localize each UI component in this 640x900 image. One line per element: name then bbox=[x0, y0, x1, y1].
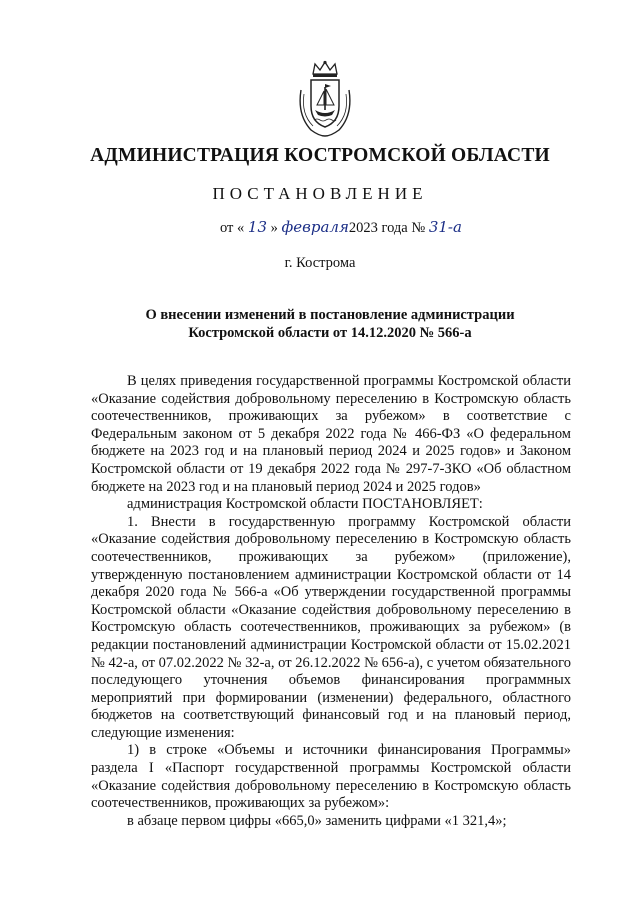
title-line-2: Костромской области от 14.12.2020 № 566-а bbox=[188, 325, 472, 341]
date-prefix: от « bbox=[220, 220, 245, 236]
paragraph-subitem-1: 1) в строке «Объемы и источники финансирования Программы» раздела I «Паспорт государственной программы Костромской области «Оказание содействия добровольному переселению в Костромскую область соотечественников, проживающих за рубежом»: bbox=[91, 742, 571, 812]
date-mid: » bbox=[270, 220, 278, 236]
paragraph-amendment: в абзаце первом цифры «665,0» заменить цифрами «1 321,4»; bbox=[127, 812, 507, 829]
date-month-handwritten: февраля bbox=[281, 218, 349, 236]
date-year: 2023 года № bbox=[348, 220, 426, 236]
document-type: ПОСТАНОВЛЕНИЕ bbox=[212, 184, 428, 203]
organization-name: АДМИНИСТРАЦИЯ КОСТРОМСКОЙ ОБЛАСТИ bbox=[90, 145, 550, 166]
city: г. Кострома bbox=[284, 255, 356, 271]
date-line bbox=[220, 218, 462, 237]
paragraph-item-1: 1. Внести в государственную программу Костромской области «Оказание содействия добровольному переселению в Костромскую область соотечественников, проживающих за рубежом» (приложение), утвержденную постановлением администрации Костромской области от 14 декабря 2020 года № 566-а «Об утверждении государственной программы Костромской области «Оказание содействия добровольному переселению в Костромскую область соотечественников, проживающих за рубежом» (в редакции постановлений администрации Костромской области от 15.02.2021 № 42-а, от 07.02.2022 № 32-а, от 26.12.2022 № 656-а), с учетом обязательного последующего уточнения объемов финансирования программных мероприятий при формировании (изменении) федерального, областного бюджетов на соответствующий финансовый год и на плановый период, следующие изменения: bbox=[91, 513, 571, 741]
paragraph-preamble: В целях приведения государственной программы Костромской области «Оказание содействия добровольному переселению в Костромскую область соотечественников, проживающих за рубежом» в соответствие с Федеральным законом от 5 декабря 2022 года № 466-ФЗ «О федеральном бюджете на 2023 год и на плановый период 2024 и 2025 годов» и Законом Костромской области от 19 декабря 2022 года № 297-7-ЗКО «Об областном бюджете на 2023 год и на плановый период 2024 и 2025 годов» bbox=[91, 373, 571, 495]
paragraph-resolves: администрация Костромской области ПОСТАНОВЛЯЕТ: bbox=[127, 496, 483, 513]
document-body bbox=[91, 373, 571, 830]
title-line-1: О внесении изменений в постановление администрации bbox=[145, 307, 515, 323]
date-day-handwritten: 13 bbox=[247, 218, 267, 236]
document-title bbox=[90, 306, 570, 342]
coat-of-arms-emblem bbox=[295, 60, 355, 140]
document-number-handwritten: 31-а bbox=[428, 218, 462, 236]
